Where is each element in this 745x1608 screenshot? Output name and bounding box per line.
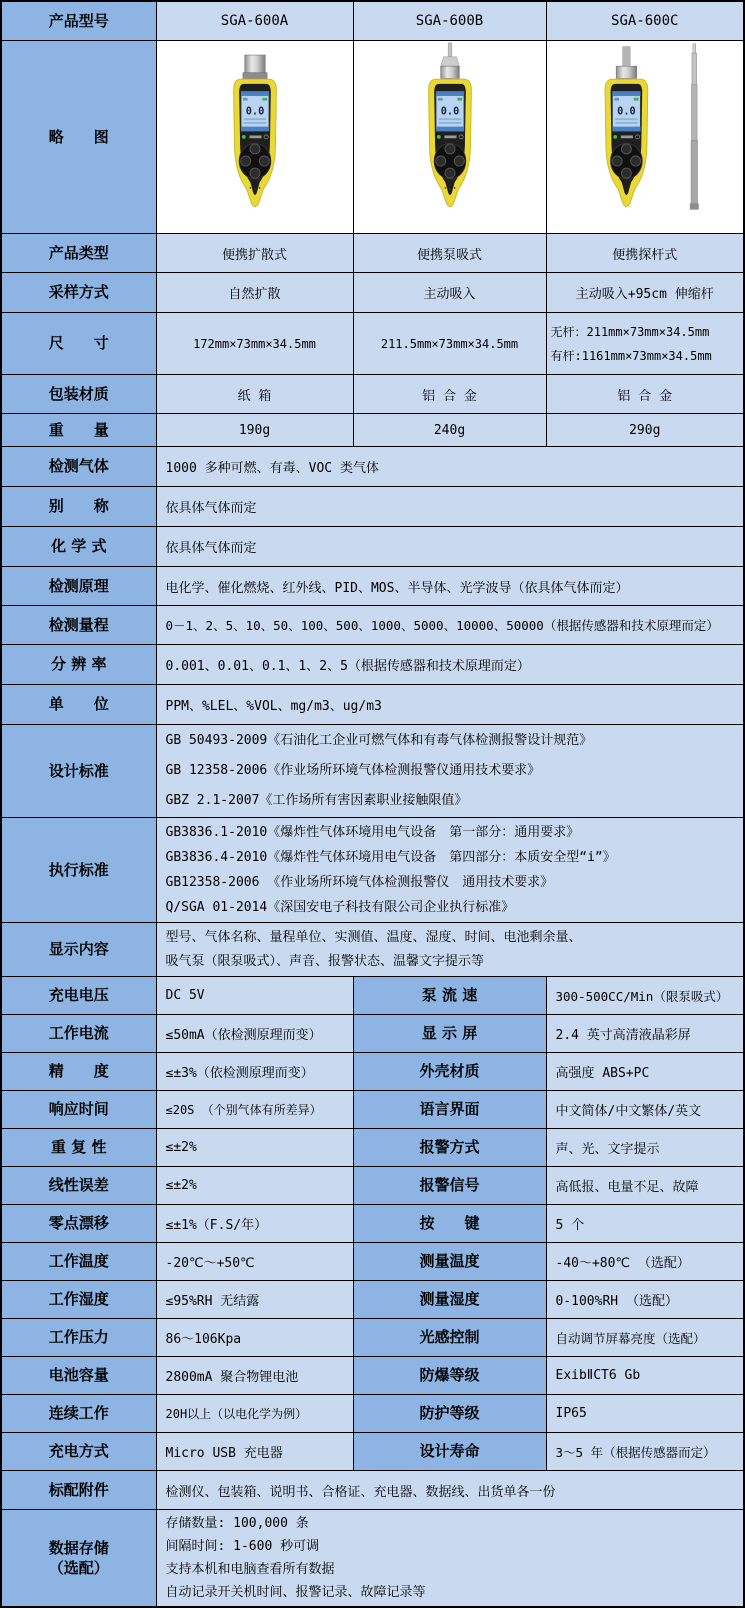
keypad	[239, 143, 271, 178]
row-sampling	[1, 273, 744, 313]
spec-value: -40～+80℃ （选配）	[546, 1243, 744, 1281]
spec-value: 检测仪、包装箱、说明书、合格证、充电器、数据线、出货单各一份	[156, 1471, 744, 1510]
spec-label: 尺 寸	[1, 313, 156, 375]
spec-value: 2800mA 聚合物锂电池	[156, 1357, 353, 1395]
spec-value: IP65	[546, 1395, 744, 1433]
spec-value: 3～5 年（根据传感器而定）	[546, 1433, 744, 1471]
spec-value: 主动吸入+95cm 伸缩杆	[546, 273, 744, 313]
spec-value	[156, 1510, 744, 1608]
keypad	[434, 143, 466, 178]
spec-value: 0.001、0.01、0.1、1、2、5（根据传感器和技术原理而定）	[156, 645, 744, 685]
spec-label: 响应时间	[1, 1091, 156, 1129]
spec-label	[1, 1510, 156, 1608]
keypad	[610, 143, 642, 178]
led-indicator	[613, 135, 617, 139]
row-principle	[1, 567, 744, 606]
spec-value: ExibⅡCT6 Gb	[546, 1357, 744, 1395]
row-accessories	[1, 1471, 744, 1510]
spec-label: 别 称	[1, 487, 156, 527]
spec-label: 化 学 式	[1, 527, 156, 567]
model-a: SGA-600A	[156, 1, 353, 41]
row-pair-0	[1, 977, 744, 1015]
storage-line: 间隔时间: 1-600 秒可调	[165, 1539, 320, 1554]
spec-label: 电池容量	[1, 1357, 156, 1395]
spec-value: 211.5mm×73mm×34.5mm	[353, 313, 546, 375]
spec-value: 便携探杆式	[546, 234, 744, 273]
spec-value: 172mm×73mm×34.5mm	[156, 313, 353, 375]
spec-label: 产品型号	[1, 1, 156, 41]
row-pair-1	[1, 1015, 744, 1053]
spec-label: 按 键	[353, 1205, 546, 1243]
device-photo-sga600a	[180, 42, 330, 228]
spec-label: 重 复 性	[1, 1129, 156, 1167]
spec-value	[156, 818, 744, 923]
spec-value	[156, 725, 744, 818]
display-line: 型号、气体名称、量程单位、实测值、温度、湿度、时间、电池剩余量、	[165, 929, 582, 945]
lcd-reading: 0.0	[440, 106, 459, 118]
brand-mark	[621, 135, 633, 138]
row-gas	[1, 447, 744, 487]
spec-value: ≤50mA（依检测原理而变）	[156, 1015, 353, 1053]
lcd-reading: 0.0	[245, 106, 264, 118]
pump-probe-icon	[440, 43, 459, 78]
spec-value: ≤20S （个别气体有所差异）	[156, 1091, 353, 1129]
row-pair-3	[1, 1091, 744, 1129]
spec-label: 工作电流	[1, 1015, 156, 1053]
row-alias	[1, 487, 744, 527]
row-unit	[1, 685, 744, 725]
spec-label: 精 度	[1, 1053, 156, 1091]
spec-value: 铝 合 金	[546, 375, 744, 414]
sensor-cap-icon	[242, 55, 266, 79]
spec-value: ≤±1%（F.S/年）	[156, 1205, 353, 1243]
spec-value: 声、光、文字提示	[546, 1129, 744, 1167]
spec-value: ≤±3%（依检测原理而变）	[156, 1053, 353, 1091]
lcd-reading: 0.0	[616, 106, 636, 118]
spec-value	[156, 923, 744, 977]
row-product-type	[1, 234, 744, 273]
spec-value: 240g	[353, 414, 546, 447]
spec-label: 单 位	[1, 685, 156, 725]
spec-value: 主动吸入	[353, 273, 546, 313]
brand-mark	[444, 135, 456, 138]
spec-label: 光感控制	[353, 1319, 546, 1357]
spec-value: 5 个	[546, 1205, 744, 1243]
spec-label: 包装材质	[1, 375, 156, 414]
row-pair-9	[1, 1319, 744, 1357]
spec-value: 电化学、催化燃烧、红外线、PID、MOS、半导体、光学波导（依具体气体而定）	[156, 567, 744, 606]
row-model	[1, 1, 744, 41]
spec-label: 显 示 屏	[353, 1015, 546, 1053]
display-line: 吸气泵（限泵吸式）、声音、报警状态、温馨文字提示等	[165, 953, 485, 969]
spec-value: 290g	[546, 414, 744, 447]
row-pair-12	[1, 1433, 744, 1471]
row-pair-5	[1, 1167, 744, 1205]
spec-value: 纸 箱	[156, 375, 353, 414]
spec-value: ≤±2%	[156, 1129, 353, 1167]
led-indicator	[436, 135, 440, 139]
standard-line: GB12358-2006 《作业场所环境气体检测报警仪 通用技术要求》	[165, 875, 554, 890]
spec-value: 86～106Kpa	[156, 1319, 353, 1357]
spec-label: 检测原理	[1, 567, 156, 606]
spec-label: 工作温度	[1, 1243, 156, 1281]
photo-cell-c	[546, 41, 744, 234]
spec-value: 2.4 英寸高清液晶彩屏	[546, 1015, 744, 1053]
spec-label: 工作压力	[1, 1319, 156, 1357]
inlet-tube-icon	[616, 47, 636, 79]
photo-cell-a	[156, 41, 353, 234]
row-size	[1, 313, 744, 375]
device-photo-sga600b	[375, 42, 525, 228]
spec-label: 泵 流 速	[353, 977, 546, 1015]
spec-value: 自然扩散	[156, 273, 353, 313]
spec-label: 零点漂移	[1, 1205, 156, 1243]
spec-label: 测量湿度	[353, 1281, 546, 1319]
model-b: SGA-600B	[353, 1, 546, 41]
size-with-rod: 有杆:1161mm×73mm×34.5mm	[550, 348, 712, 363]
row-pair-2	[1, 1053, 744, 1091]
standard-line: GB3836.4-2010《爆炸性气体环境用电气设备 第四部分：本质安全型“i”》	[165, 850, 616, 865]
spec-label: 防爆等级	[353, 1357, 546, 1395]
spec-value: ≤±2%	[156, 1167, 353, 1205]
standard-line: Q/SGA 01-2014《深国安电子科技有限公司企业执行标准》	[165, 900, 515, 915]
lcd-screen	[436, 91, 464, 131]
standard-line: GB 50493-2009《石油化工企业可燃气体和有毒气体检测报警设计规范》	[165, 733, 593, 748]
row-packing	[1, 375, 744, 414]
lcd-screen	[241, 91, 269, 131]
lcd-screen	[612, 91, 640, 131]
spec-value: 高强度 ABS+PC	[546, 1053, 744, 1091]
row-pair-7	[1, 1243, 744, 1281]
spec-value: 依具体气体而定	[156, 487, 744, 527]
spec-value: 铝 合 金	[353, 375, 546, 414]
spec-label: 采样方式	[1, 273, 156, 313]
standard-line: GBZ 2.1-2007《工作场所有害因素职业接触限值》	[165, 793, 468, 808]
spec-label: 产品类型	[1, 234, 156, 273]
spec-value	[546, 313, 744, 375]
telescopic-probe-icon	[690, 44, 698, 210]
spec-label: 工作湿度	[1, 1281, 156, 1319]
spec-value: 190g	[156, 414, 353, 447]
spec-value: 便携扩散式	[156, 234, 353, 273]
standard-line: GB 12358-2006《作业场所环境气体检测报警仪通用技术要求》	[165, 763, 541, 778]
row-sketch	[1, 41, 744, 234]
storage-label-line1: 数据存储	[48, 1538, 109, 1557]
spec-label: 语言界面	[353, 1091, 546, 1129]
spec-label: 标配附件	[1, 1471, 156, 1510]
size-no-rod: 无杆：211mm×73mm×34.5mm	[550, 324, 710, 339]
spec-label: 分 辨 率	[1, 645, 156, 685]
photo-cell-b	[353, 41, 546, 234]
spec-label: 执行标准	[1, 818, 156, 923]
row-range	[1, 606, 744, 645]
spec-label: 连续工作	[1, 1395, 156, 1433]
storage-line: 存储数量: 100,000 条	[165, 1516, 309, 1531]
device-photo-sga600c	[555, 42, 735, 228]
spec-value: 0－1、2、5、10、50、100、500、1000、5000、10000、50000（根据传感器和技术原理而定）	[156, 606, 744, 645]
spec-value: 中文简体/中文繁体/英文	[546, 1091, 744, 1129]
row-formula	[1, 527, 744, 567]
row-pair-6	[1, 1205, 744, 1243]
led-indicator	[241, 135, 245, 139]
spec-label: 报警方式	[353, 1129, 546, 1167]
spec-label: 充电电压	[1, 977, 156, 1015]
storage-line: 支持本机和电脑查看所有数据	[165, 1562, 335, 1577]
spec-label: 设计寿命	[353, 1433, 546, 1471]
spec-label: 检测量程	[1, 606, 156, 645]
spec-value: PPM、%LEL、%VOL、mg/m3、ug/m3	[156, 685, 744, 725]
row-pair-4	[1, 1129, 744, 1167]
row-pair-8	[1, 1281, 744, 1319]
spec-label: 略 图	[1, 41, 156, 234]
spec-label: 报警信号	[353, 1167, 546, 1205]
row-pair-11	[1, 1395, 744, 1433]
row-data-storage	[1, 1510, 744, 1608]
spec-label: 线性误差	[1, 1167, 156, 1205]
spec-label: 防护等级	[353, 1395, 546, 1433]
spec-value: 自动调节屏幕亮度（选配）	[546, 1319, 744, 1357]
spec-value: 20H以上（以电化学为例）	[156, 1395, 353, 1433]
standard-line: GB3836.1-2010《爆炸性气体环境用电气设备 第一部分：通用要求》	[165, 825, 580, 840]
spec-label: 显示内容	[1, 923, 156, 977]
spec-label: 检测气体	[1, 447, 156, 487]
spec-value: 0-100%RH （选配）	[546, 1281, 744, 1319]
row-display-content	[1, 923, 744, 977]
spec-value: 依具体气体而定	[156, 527, 744, 567]
spec-value: 1000 多种可燃、有毒、VOC 类气体	[156, 447, 744, 487]
spec-value: ≤95%RH 无结露	[156, 1281, 353, 1319]
storage-label-line2: （选配）	[48, 1559, 109, 1577]
spec-label: 充电方式	[1, 1433, 156, 1471]
spec-label: 设计标准	[1, 725, 156, 818]
spec-label: 测量温度	[353, 1243, 546, 1281]
row-pair-10	[1, 1357, 744, 1395]
spec-label: 外壳材质	[353, 1053, 546, 1091]
brand-mark	[249, 135, 261, 138]
spec-value: Micro USB 充电器	[156, 1433, 353, 1471]
spec-value: DC 5V	[156, 977, 353, 1015]
row-resolution	[1, 645, 744, 685]
spec-value: 高低报、电量不足、故障	[546, 1167, 744, 1205]
storage-line: 自动记录开关机时间、报警记录、故障记录等	[165, 1585, 426, 1600]
spec-value: -20℃～+50℃	[156, 1243, 353, 1281]
spec-value: 便携泵吸式	[353, 234, 546, 273]
model-c: SGA-600C	[546, 1, 744, 41]
row-exec-standard	[1, 818, 744, 923]
spec-value: 300-500CC/Min（限泵吸式）	[546, 977, 744, 1015]
row-weight	[1, 414, 744, 447]
row-design-standard	[1, 725, 744, 818]
spec-label: 重 量	[1, 414, 156, 447]
